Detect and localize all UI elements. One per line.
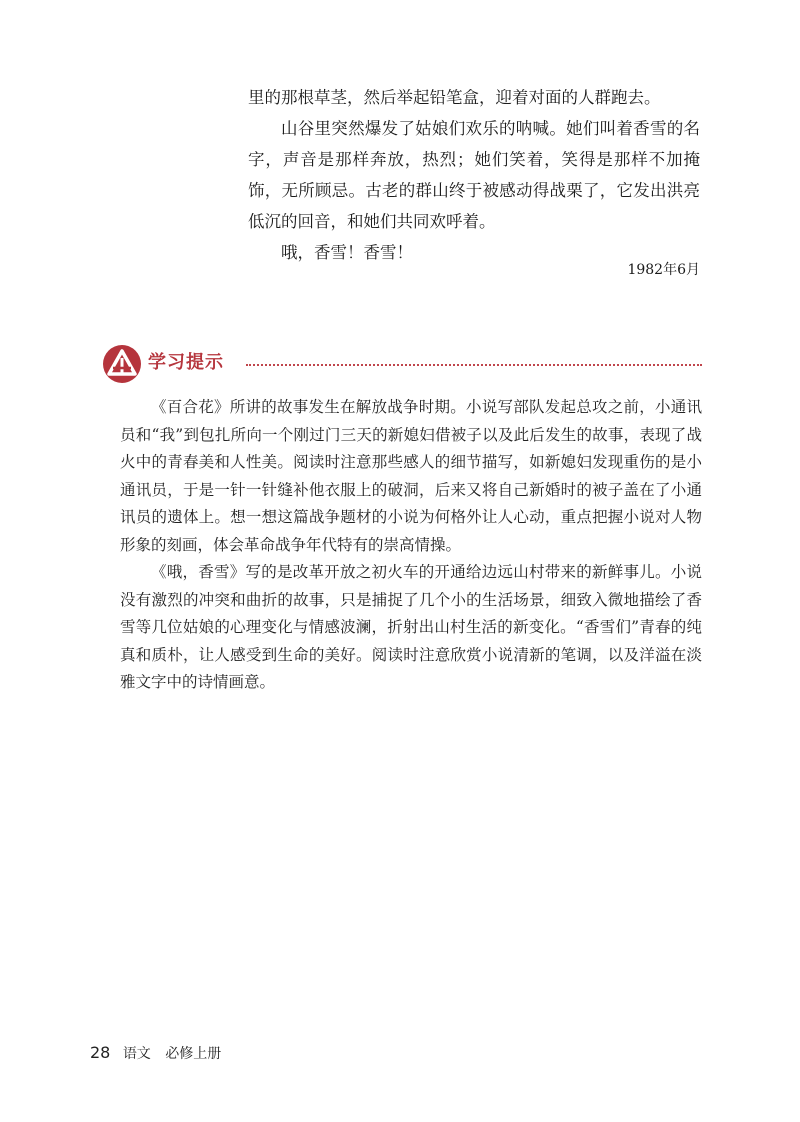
dotted-divider xyxy=(246,364,702,366)
triangle-logo-icon xyxy=(102,344,142,384)
study-tips-header xyxy=(102,344,702,384)
story-paragraph: 山谷里突然爆发了姑娘们欢乐的呐喊。她们叫着香雪的名字，声音是那样奔放，热烈；她们笑着，笑得是那样不加掩饰，无所顾忌。古老的群山终于被感动得战栗了，它发出洪亮低沉的回音，和她们共同欢呼着。 xyxy=(248,119,700,231)
book-title: 语文 xyxy=(122,1046,151,1062)
study-tips-body xyxy=(120,394,702,697)
tips-paragraph: 《百合花》所讲的故事发生在解放战争时期。小说写部队发起总攻之前，小通讯员和“我”到包扎所向一个刚过门三天的新媳妇借被子以及此后发生的故事，表现了战火中的青春美和人性美。阅读时注意那些感人的细节描写，如新媳妇发现重伤的是小通讯员，于是一针一针缝补他衣服上的破洞，后来又将自己新婚时的被子盖在了小通讯员的遗体上。想一想这篇战争题材的小说为何格外让人心动，重点把握小说对人物形象的刻画，体会革命战争年代特有的崇高情操。 xyxy=(120,398,702,554)
story-text xyxy=(248,82,700,268)
tips-paragraph: 《哦，香雪》写的是改革开放之初火车的开通给边远山村带来的新鲜事儿。小说没有激烈的冲突和曲折的故事，只是捕捉了几个小的生活场景，细致入微地描绘了香雪等几位姑娘的心理变化与情感波澜，折射出山村生活的新变化。“香雪们”青春的纯真和质朴，让人感受到生命的美好。阅读时注意欣赏小说清新的笔调，以及洋溢在淡雅文字中的诗情画意。 xyxy=(120,563,702,691)
page-footer xyxy=(90,1042,221,1065)
study-tips-title: 学习提示 xyxy=(148,352,224,373)
story-date: 1982年6月 xyxy=(627,262,700,278)
book-volume: 必修上册 xyxy=(165,1046,222,1062)
page-number: 28 xyxy=(90,1043,111,1062)
story-paragraph: 里的那根草茎，然后举起铅笔盒，迎着对面的人群跑去。 xyxy=(248,88,661,107)
story-paragraph: 哦，香雪！香雪！ xyxy=(281,243,413,262)
